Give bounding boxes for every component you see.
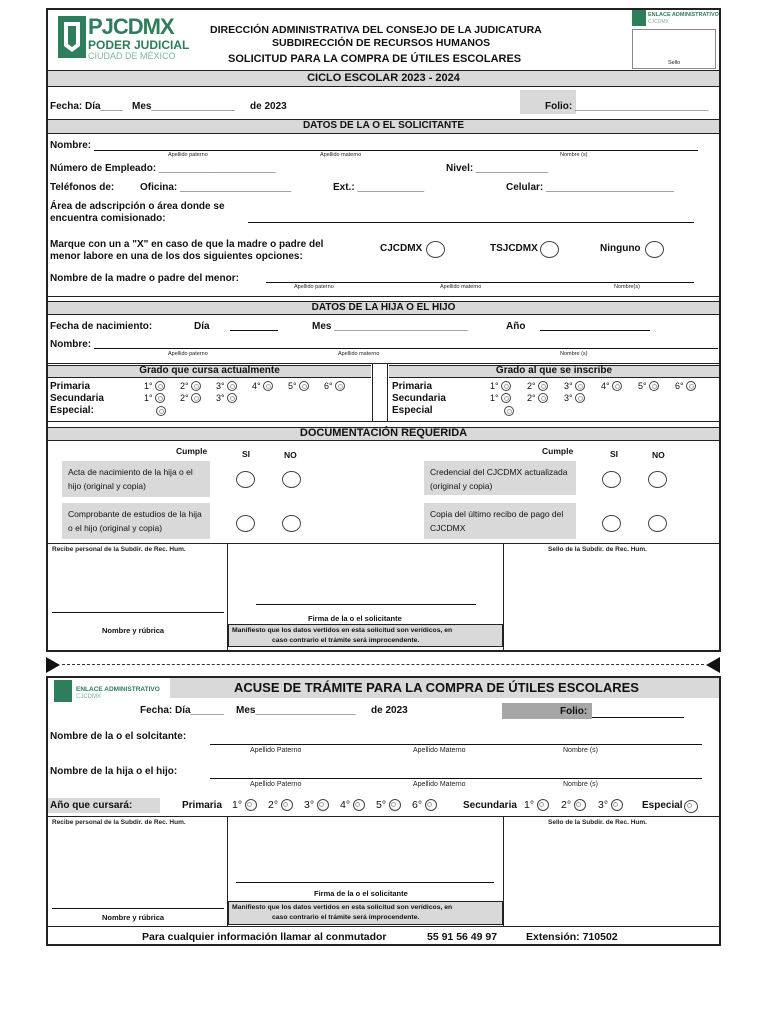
actual-primaria-label: Primaria <box>50 381 91 392</box>
acuse-secundaria-options <box>524 799 634 813</box>
fecha-nac-label: Fecha de nacimiento: <box>50 321 153 332</box>
si-left: SI <box>242 449 251 459</box>
doc-credencial-no[interactable] <box>648 471 667 488</box>
manifiesto-line-1: Manifiesto que los datos vertidos en esta solicitud son verídicos, en <box>232 627 453 634</box>
enlace-logo-sub: CJCDMX <box>648 19 669 25</box>
acuse-manifiesto-2: caso contrario el trámite será improcendente. <box>272 914 420 921</box>
acuse-mes: Mes__________________ <box>236 705 356 716</box>
acuse-recibe-signature-line[interactable] <box>52 908 224 909</box>
opt-ninguno-radio[interactable] <box>645 241 664 258</box>
cumple-left: Cumple <box>176 446 208 456</box>
madre-nombres: Nombre(s) <box>614 284 640 290</box>
ap-materno-label: Apellido materno <box>320 152 362 158</box>
cumple-right: Cumple <box>542 446 574 456</box>
form-title: SOLICITUD PARA LA COMPRA DE ÚTILES ESCOLARES <box>228 53 522 65</box>
ap-paterno-label: Apellido paterno <box>168 152 208 158</box>
inscribe-primaria-options <box>490 381 715 393</box>
madre-label: Nombre de la madre o padre del menor: <box>50 273 239 284</box>
acuse-primaria-grade-3-label: 3° <box>304 799 315 811</box>
grado-actual-bar: Grado que cursa actualmente <box>48 365 371 378</box>
nivel-field[interactable]: Nivel: _____________ <box>446 163 549 174</box>
acuse-hijo-ap-materno: Apellido Materno <box>413 781 466 788</box>
inscribe-secundaria-grade-2-radio[interactable] <box>538 393 548 403</box>
doc-acta-si[interactable] <box>236 471 255 488</box>
actual-primaria-grade-2-radio[interactable] <box>191 381 201 391</box>
marque-label-1: Marque con un a "X" en caso de que la madre o padre del <box>50 239 324 250</box>
doc-recibo: Copia del último recibo de pago del CJCDMX <box>424 503 576 539</box>
doc-recibo-no[interactable] <box>648 515 667 532</box>
madre-ap-materno: Apellido materno <box>440 284 482 290</box>
acuse-primaria-grade-2-label: 2° <box>268 799 279 811</box>
ciclo-bar: CICLO ESCOLAR 2023 - 2024 <box>48 70 719 87</box>
acuse-secundaria-grade-1-radio[interactable] <box>537 799 549 811</box>
anio-label: Año <box>506 321 526 332</box>
acuse-title: ACUSE DE TRÁMITE PARA LA COMPRA DE ÚTILES ESCOLARES <box>234 680 639 695</box>
doc-comprobante-no[interactable] <box>282 515 301 532</box>
cut-dotted-line <box>62 664 704 665</box>
ext-field[interactable]: Ext.: ____________ <box>333 182 425 193</box>
acuse-recibe-label: Recibe personal de la Subdir. de Rec. Hum. <box>52 819 186 826</box>
inscribe-especial-radio[interactable] <box>504 406 514 416</box>
acuse-primaria-grade-5-label: 5° <box>376 799 387 811</box>
acuse-primaria-grade-5-radio[interactable] <box>389 799 401 811</box>
acuse-secundaria-grade-2-label: 2° <box>561 799 572 811</box>
actual-secundaria-grade-2-radio[interactable] <box>191 393 201 403</box>
recibe-label: Recibe personal de la Subdir. de Rec. Hum. <box>52 546 186 553</box>
fecha-dia: Fecha: Día____ <box>50 101 123 112</box>
actual-primaria-grade-6-label: 6° <box>324 381 333 391</box>
pjcdmx-logo <box>58 16 188 60</box>
hijo-ap-materno: Apellido materno <box>338 351 380 357</box>
doc-recibo-si[interactable] <box>602 515 621 532</box>
anio-cursara-label: Año que cursará: <box>50 800 133 811</box>
documentacion-bar: DOCUMENTACIÓN REQUERIDA <box>48 427 719 441</box>
inscribe-primaria-grade-3-radio[interactable] <box>575 381 585 391</box>
actual-secundaria-grade-3-radio[interactable] <box>227 393 237 403</box>
nombre-input[interactable] <box>94 150 698 151</box>
actual-primaria-options <box>144 381 364 393</box>
acuse-primaria-grade-6-label: 6° <box>412 799 423 811</box>
opt-tsjcdmx-label: TSJCDMX <box>490 243 538 254</box>
acuse-primaria-options <box>232 799 452 813</box>
telefonos-label: Teléfonos de: <box>50 182 115 193</box>
marque-label-2: menor labore en una de los dos siguientes opciones: <box>50 251 303 262</box>
direccion-heading: DIRECCIÓN ADMINISTRATIVA DEL CONSEJO DE LA JUDICATURA <box>210 24 542 36</box>
acuse-firmas-bottom <box>46 926 721 927</box>
inscribe-especial-label: Especial <box>392 405 433 416</box>
hijo-ap-paterno: Apellido paterno <box>168 351 208 357</box>
enlace-logo-text: ENLACE ADMINISTRATIVO <box>648 12 719 18</box>
acuse-primaria-grade-2-radio[interactable] <box>281 799 293 811</box>
nombres-label: Nombre (s) <box>560 152 588 158</box>
inscribe-secundaria-grade-1-radio[interactable] <box>501 393 511 403</box>
acuse-primaria-grade-3-radio[interactable] <box>317 799 329 811</box>
actual-secundaria-grade-3-label: 3° <box>216 393 225 403</box>
opt-tsjcdmx-radio[interactable] <box>540 241 559 258</box>
inscribe-primaria-grade-3-label: 3° <box>564 381 573 391</box>
acuse-anio: de 2023 <box>371 705 408 716</box>
actual-primaria-grade-4-label: 4° <box>252 381 261 391</box>
acuse-primaria-grade-1-radio[interactable] <box>245 799 257 811</box>
logo-main: PJCDMX <box>88 14 174 39</box>
acuse-secundaria-grade-3-radio[interactable] <box>611 799 623 811</box>
doc-credencial-si[interactable] <box>602 471 621 488</box>
acuse-nombre-hijo-input[interactable] <box>210 778 702 779</box>
dia-input[interactable] <box>230 330 278 331</box>
inscribe-primaria-grade-1-label: 1° <box>490 381 499 391</box>
acuse-nombre-hijo-label: Nombre de la hija o el hijo: <box>50 766 178 777</box>
sello-rh-label: Sello de la Subdir. de Rec. Hum. <box>548 546 647 553</box>
no-right: NO <box>652 450 665 460</box>
acuse-folio-label: Folio: <box>560 706 588 717</box>
acuse-firmas-top <box>46 816 721 817</box>
inscribe-primaria-grade-4-label: 4° <box>601 381 610 391</box>
actual-primaria-grade-1-radio[interactable] <box>155 381 165 391</box>
acuse-hijo-nombres: Nombre (s) <box>563 781 599 788</box>
acuse-sol-ap-paterno: Apellido Paterno <box>250 747 302 754</box>
hijo-bar: DATOS DE LA HIJA O EL HIJO <box>48 301 719 315</box>
enlace-emblem-icon <box>632 10 646 26</box>
acuse-nombre-sol-label: Nombre de la o el solcitante: <box>50 731 187 742</box>
actual-primaria-grade-3-radio[interactable] <box>227 381 237 391</box>
doc-comprobante: Comprobante de estudios de la hija o el hijo (original y copia) <box>62 503 210 539</box>
acuse-secundaria-grade-2-radio[interactable] <box>574 799 586 811</box>
firmas-top-line <box>46 543 721 544</box>
grados-divider-right <box>387 363 388 421</box>
solicitante-signature-line[interactable] <box>256 604 476 605</box>
actual-primaria-grade-1-label: 1° <box>144 381 153 391</box>
inscribe-primaria-grade-5-radio[interactable] <box>649 381 659 391</box>
acuse-especial-label: Especial <box>642 800 683 811</box>
no-left: NO <box>284 450 297 460</box>
inscribe-primaria-grade-2-label: 2° <box>527 381 536 391</box>
actual-secundaria-grade-2-label: 2° <box>180 393 189 403</box>
inscribe-primaria-grade-6-label: 6° <box>675 381 684 391</box>
mes-field[interactable]: Mes ________________________ <box>312 321 468 332</box>
grados-top-line <box>46 363 721 364</box>
acuse-secundaria-label: Secundaria <box>463 800 517 811</box>
section-separator <box>46 296 721 297</box>
area-label-1: Área de adscripción o área donde se <box>50 201 225 212</box>
acuse-secundaria-grade-3-label: 3° <box>598 799 609 811</box>
actual-secundaria-label: Secundaria <box>50 393 104 404</box>
dia-label: Día <box>194 321 210 332</box>
fecha-mes: Mes_______________ <box>132 101 235 112</box>
cut-arrow-left-icon <box>46 657 60 673</box>
acuse-sol-nombres: Nombre (s) <box>563 747 599 754</box>
area-label-2: encuentra comisionado: <box>50 213 166 224</box>
nombre-rubrica-label: Nombre y rúbrica <box>102 626 165 635</box>
celular-field[interactable]: Celular: _______________________ <box>506 182 674 193</box>
solicitante-bar: DATOS DE LA O EL SOLICITANTE <box>48 119 719 134</box>
acuse-primaria-grade-4-label: 4° <box>340 799 351 811</box>
actual-especial-label: Especial: <box>50 405 94 416</box>
inscribe-primaria-grade-4-radio[interactable] <box>612 381 622 391</box>
acuse-enlace-emblem-icon <box>54 680 72 702</box>
actual-primaria-grade-3-label: 3° <box>216 381 225 391</box>
grados-divider-left <box>372 363 373 421</box>
firmas-divider-2 <box>503 543 504 652</box>
acuse-primaria-grade-1-label: 1° <box>232 799 243 811</box>
area-input[interactable] <box>248 222 694 223</box>
enlace-logo <box>632 10 718 28</box>
inscribe-primaria-grade-5-label: 5° <box>638 381 647 391</box>
inscribe-secundaria-grade-1-label: 1° <box>490 393 499 403</box>
inscribe-secundaria-options <box>490 393 715 405</box>
info-label: Para cualquier información llamar al conmutador <box>142 931 387 943</box>
recibe-signature-line[interactable] <box>52 612 224 613</box>
doc-acta-no[interactable] <box>282 471 301 488</box>
grados-bottom-line <box>46 421 721 422</box>
actual-primaria-grade-5-radio[interactable] <box>299 381 309 391</box>
acuse-sello-label: Sello de la Subdir. de Rec. Hum. <box>548 819 647 826</box>
si-right: SI <box>610 449 619 459</box>
info-extension: Extensión: 710502 <box>526 931 618 943</box>
actual-primaria-grade-5-label: 5° <box>288 381 297 391</box>
info-telefono: 55 91 56 49 97 <box>427 931 498 943</box>
acuse-fecha: Fecha: Día______ <box>140 705 224 716</box>
acuse-firmas-divider-2 <box>503 816 504 926</box>
hijo-nombre-label: Nombre: <box>50 339 92 350</box>
acuse-nombre-rubrica: Nombre y rúbrica <box>102 913 165 922</box>
subdireccion-heading: SUBDIRECCIÓN DE RECURSOS HUMANOS <box>272 37 491 49</box>
acuse-enlace-sub: CJCDMX <box>76 694 101 700</box>
hijo-nombres: Nombre (s) <box>560 351 588 357</box>
actual-especial-radio[interactable] <box>156 406 166 416</box>
acuse-folio-input[interactable] <box>592 717 684 718</box>
folio-field[interactable]: Folio: ________________________ <box>545 101 709 112</box>
logo-line2: CIUDAD DE MÉXICO <box>88 51 176 61</box>
doc-credencial: Credencial del CJCDMX actualizada (original y copia) <box>424 461 576 495</box>
logo-line1: PODER JUDICIAL <box>88 38 190 52</box>
inscribe-primaria-grade-2-radio[interactable] <box>538 381 548 391</box>
sello-label: Sello <box>668 60 681 66</box>
inscribe-primaria-grade-6-radio[interactable] <box>686 381 696 391</box>
actual-secundaria-grade-1-radio[interactable] <box>155 393 165 403</box>
opt-cjcdmx-label: CJCDMX <box>380 243 423 254</box>
inscribe-secundaria-grade-2-label: 2° <box>527 393 536 403</box>
grado-inscribe-bar: Grado al que se inscribe <box>389 365 719 378</box>
anio-input[interactable] <box>540 330 650 331</box>
actual-primaria-grade-2-label: 2° <box>180 381 189 391</box>
acuse-especial-radio[interactable] <box>684 800 698 813</box>
actual-primaria-grade-6-radio[interactable] <box>335 381 345 391</box>
opt-cjcdmx-radio[interactable] <box>426 241 445 258</box>
acuse-primaria-grade-4-radio[interactable] <box>353 799 365 811</box>
fecha-anio: de 2023 <box>250 101 287 112</box>
actual-primaria-grade-4-radio[interactable] <box>263 381 273 391</box>
acuse-firma-label: Firma de la o el solicitante <box>314 889 408 898</box>
acuse-sol-ap-materno: Apellido Materno <box>413 747 466 754</box>
inscribe-secundaria-label: Secundaria <box>392 393 446 404</box>
doc-comprobante-si[interactable] <box>236 515 255 532</box>
acuse-primaria-grade-6-radio[interactable] <box>425 799 437 811</box>
nombre-label: Nombre: <box>50 140 92 151</box>
inscribe-primaria-label: Primaria <box>392 381 433 392</box>
empleado-field[interactable]: Número de Empleado: _____________________ <box>50 163 276 174</box>
doc-acta: Acta de nacimiento de la hija o el hijo (original y copia) <box>62 461 210 497</box>
hijo-nombre-input[interactable] <box>94 348 718 349</box>
actual-secundaria-grade-1-label: 1° <box>144 393 153 403</box>
acuse-enlace-logo <box>54 680 170 702</box>
firma-label: Firma de la o el solicitante <box>308 614 402 623</box>
acuse-primaria-label: Primaria <box>182 800 223 811</box>
cut-arrow-right-icon <box>706 657 720 673</box>
actual-secundaria-options <box>144 393 364 405</box>
acuse-solicitante-signature-line[interactable] <box>236 882 494 883</box>
madre-input[interactable] <box>266 282 694 283</box>
manifiesto-line-2: caso contrario el trámite será improcendente. <box>272 637 420 644</box>
acuse-manifiesto-1: Manifiesto que los datos vertidos en esta solicitud son verídicos, en <box>232 904 453 911</box>
acuse-secundaria-grade-1-label: 1° <box>524 799 535 811</box>
madre-ap-paterno: Apellido paterno <box>294 284 334 290</box>
pjcdmx-emblem-icon <box>58 16 86 58</box>
opt-ninguno-label: Ninguno <box>600 243 641 254</box>
inscribe-primaria-grade-1-radio[interactable] <box>501 381 511 391</box>
inscribe-secundaria-grade-3-label: 3° <box>564 393 573 403</box>
inscribe-secundaria-grade-3-radio[interactable] <box>575 393 585 403</box>
acuse-nombre-sol-input[interactable] <box>210 744 702 745</box>
acuse-hijo-ap-paterno: Apellido Paterno <box>250 781 302 788</box>
oficina-field[interactable]: Oficina: ____________________ <box>140 182 292 193</box>
acuse-enlace-text: ENLACE ADMINISTRATIVO <box>76 686 160 693</box>
